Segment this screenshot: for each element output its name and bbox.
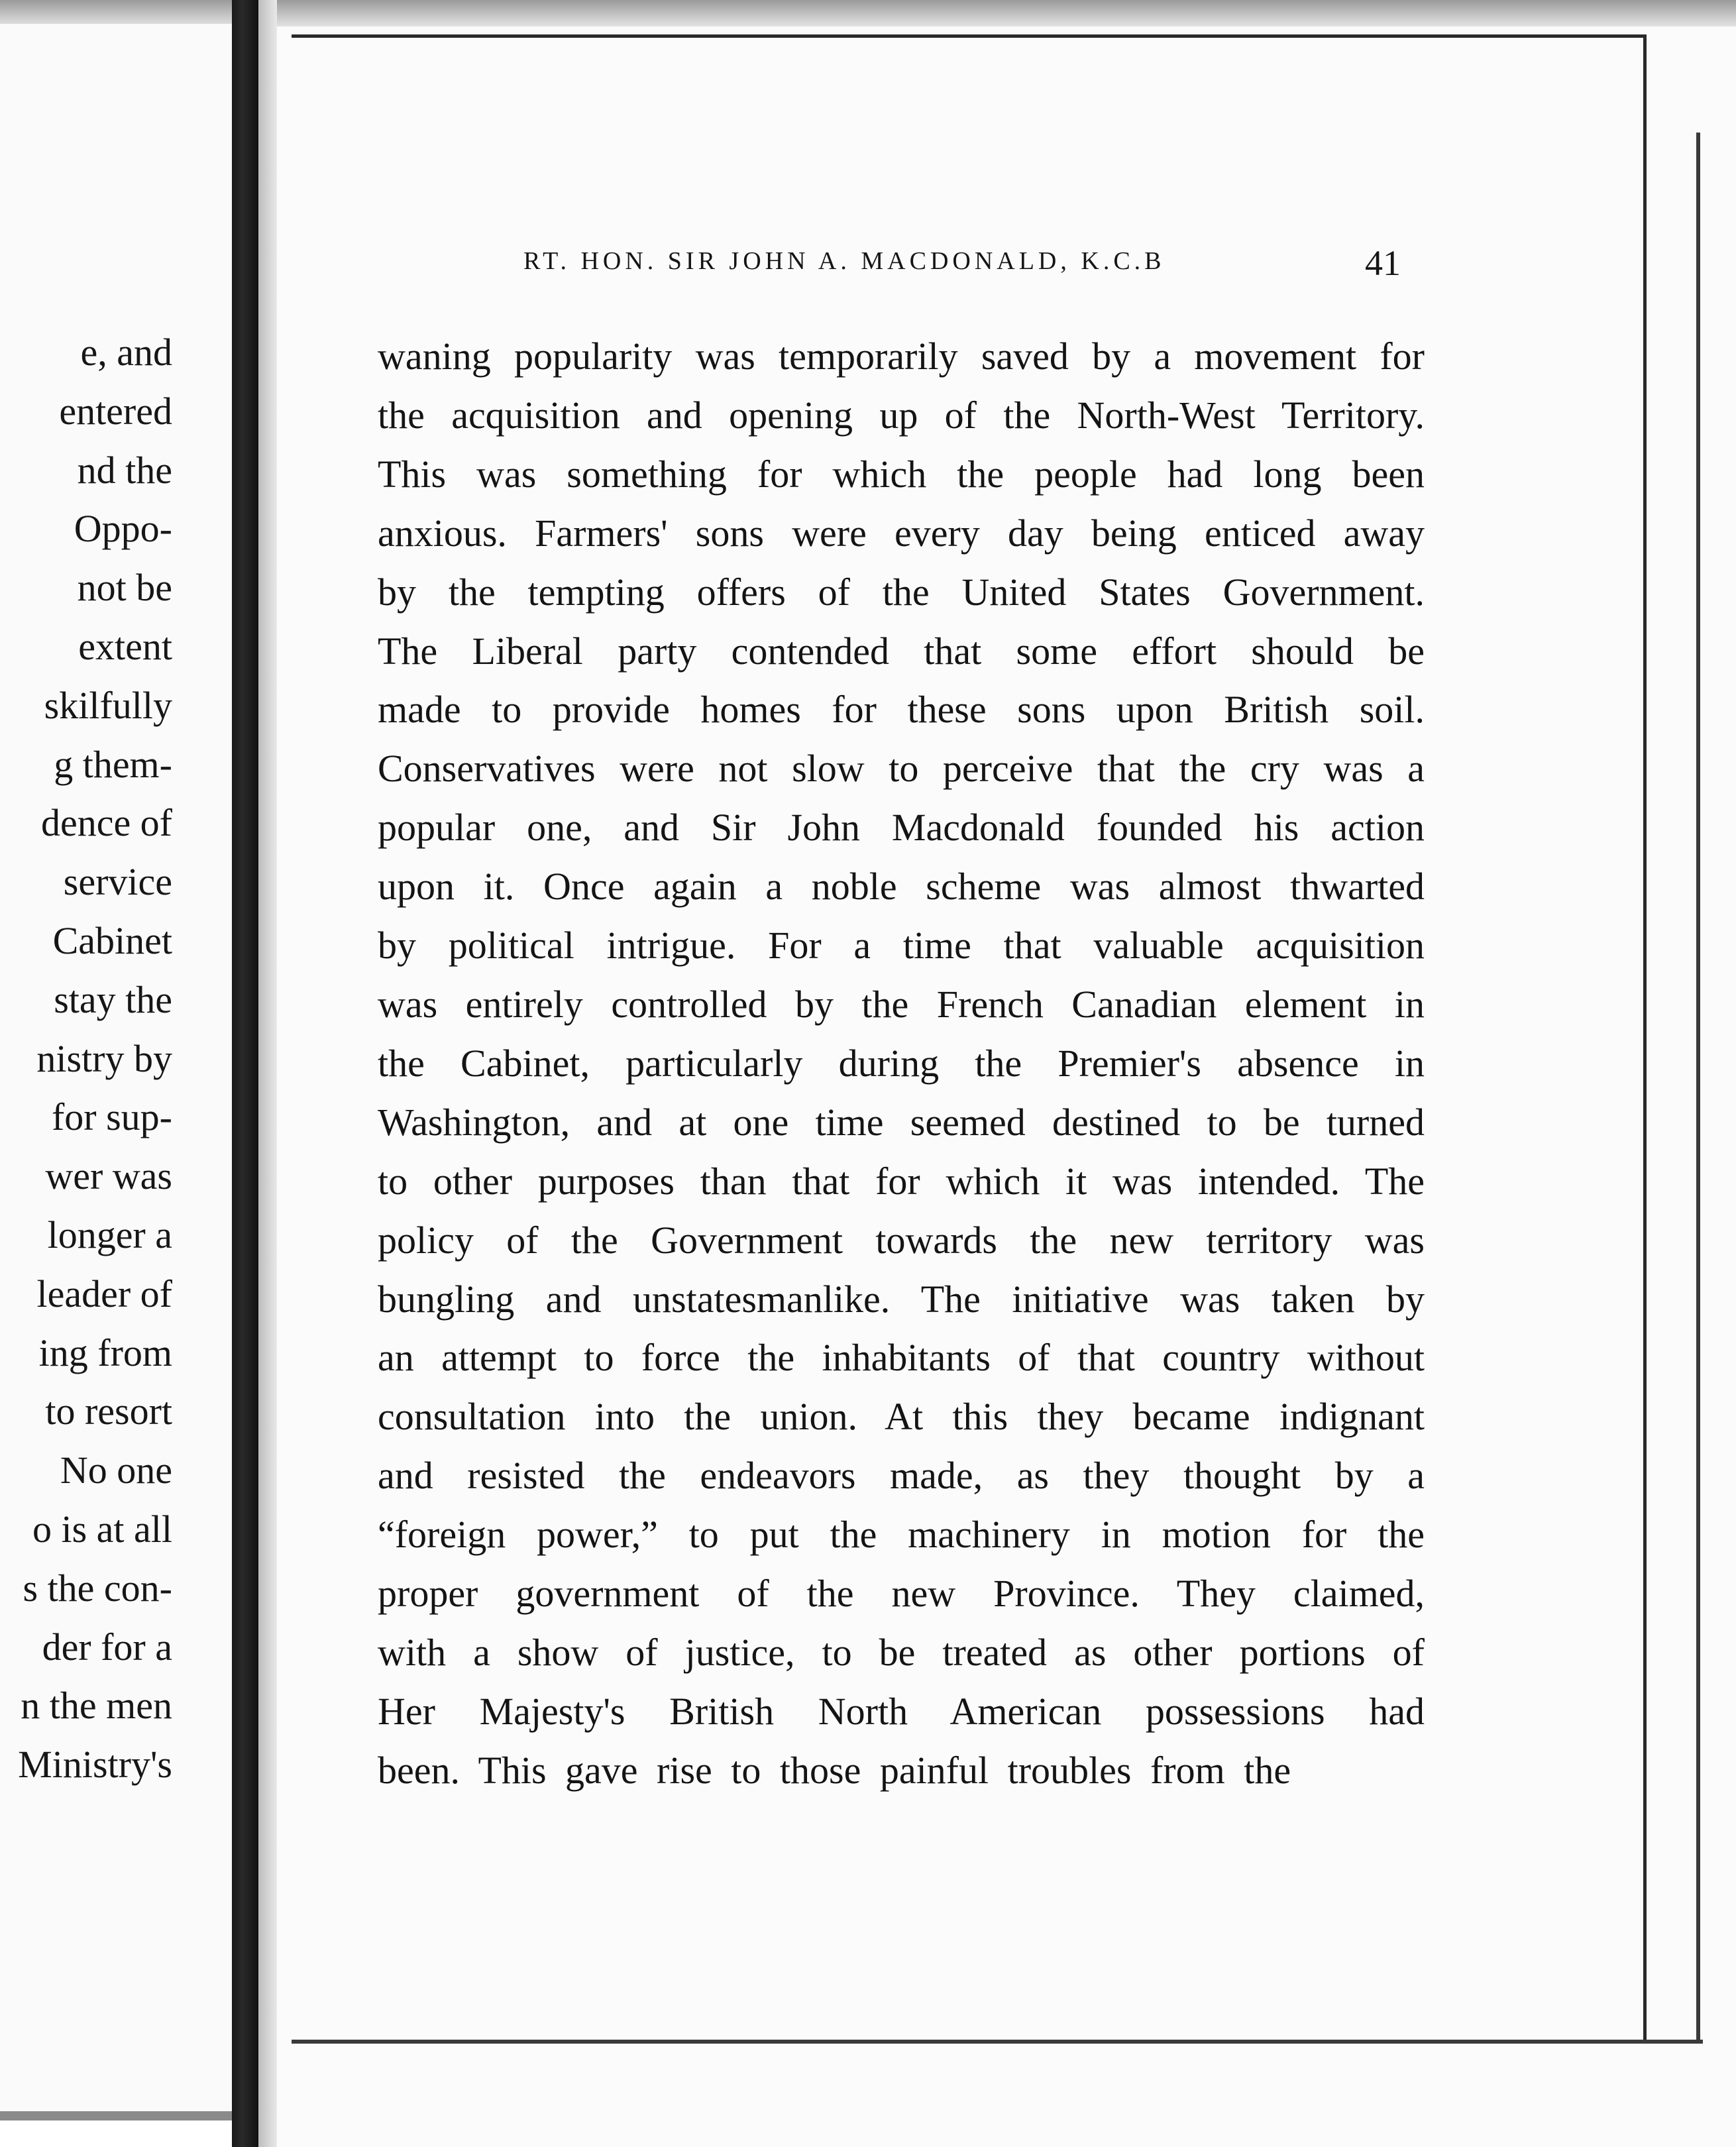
page-edge-bottom <box>292 2040 1703 2044</box>
left-page-text <box>18 323 172 1794</box>
left-page-line: wer was <box>45 1154 172 1198</box>
text-line: was entirely controlled by the French Canadian element in <box>378 982 1425 1026</box>
spine-edge <box>258 0 277 2147</box>
running-head: RT. HON. SIR JOHN A. MACDONALD, K.C.B <box>523 247 1166 275</box>
left-page-line: No one <box>60 1449 172 1492</box>
text-line: The Liberal party contended that some effort should be <box>378 629 1425 673</box>
text-line: the Cabinet, particularly during the Premier's absence in <box>378 1041 1425 1085</box>
text-line: Her Majesty's British North American possessions had <box>378 1689 1425 1733</box>
left-page-line: extent <box>78 624 172 668</box>
left-page-line: dence of <box>40 801 172 845</box>
text-line: Washington, and at one time seemed destined to be turned <box>378 1100 1425 1144</box>
text-line: by political intrigue. For a time that valuable acquisition <box>378 924 1425 967</box>
left-page-line: Ministry's <box>18 1743 172 1787</box>
left-page-line: skilfully <box>44 683 172 727</box>
left-page-line: ing from <box>38 1331 172 1374</box>
page-number: 41 <box>1365 243 1401 283</box>
text-line: “foreign power,” to put the machinery in motion for the <box>378 1513 1425 1557</box>
text-line: an attempt to force the inhabitants of that country without <box>378 1336 1425 1380</box>
left-page-line: entered <box>59 389 172 433</box>
text-line: upon it. Once again a noble scheme was almost thwarted <box>378 865 1425 908</box>
left-facing-page <box>0 24 232 2120</box>
text-line: with a show of justice, to be treated as other portions of <box>378 1630 1425 1674</box>
left-page-line: stay the <box>54 977 172 1021</box>
left-page-line: not be <box>77 566 172 610</box>
text-line: the acquisition and opening up of the North-West Territory. <box>378 393 1425 437</box>
left-page-line: e, and <box>80 331 172 374</box>
left-page-line: service <box>63 860 172 904</box>
left-page-line: g them- <box>54 742 172 786</box>
book-spine <box>232 0 258 2147</box>
left-page-line: der for a <box>42 1625 172 1669</box>
left-page-line: o is at all <box>32 1507 172 1551</box>
page-edge-right <box>1696 133 1700 2044</box>
text-line: made to provide homes for these sons upon British soil. <box>378 688 1425 732</box>
text-line: proper government of the new Province. They claimed, <box>378 1572 1425 1616</box>
left-page-line: to resort <box>45 1390 172 1433</box>
left-page-line: for sup- <box>51 1095 172 1139</box>
left-page-line: n the men <box>21 1684 172 1728</box>
text-line: popular one, and Sir John Macdonald founded his action <box>378 806 1425 850</box>
text-line: to other purposes than that for which it was intended. The <box>378 1159 1425 1203</box>
text-line: by the tempting offers of the United States Government. <box>378 570 1425 614</box>
left-page-line: longer a <box>47 1213 172 1256</box>
text-line: waning popularity was temporarily saved by a movement for <box>378 335 1425 378</box>
left-page-line: s the con- <box>23 1566 172 1610</box>
body-text <box>378 327 1425 1800</box>
left-page-line: Oppo- <box>74 507 172 551</box>
text-line: and resisted the endeavors made, as they thought by a <box>378 1454 1425 1498</box>
text-line: bungling and unstatesmanlike. The initiative was taken by <box>378 1277 1425 1321</box>
left-page-line: nd the <box>77 448 172 492</box>
left-page-line: leader of <box>36 1272 172 1315</box>
text-line: policy of the Government towards the new territory was <box>378 1218 1425 1262</box>
text-line: Conservatives were not slow to perceive that the cry was a <box>378 747 1425 791</box>
left-page-line: nistry by <box>36 1036 172 1080</box>
text-line: This was something for which the people had long been <box>378 452 1425 496</box>
left-page-line: Cabinet <box>52 918 172 962</box>
text-line: anxious. Farmers' sons were every day being enticed away <box>378 511 1425 555</box>
text-line: been. This gave rise to those painful troubles from the <box>378 1748 1291 1792</box>
text-line: consultation into the union. At this they became indignant <box>378 1395 1425 1439</box>
